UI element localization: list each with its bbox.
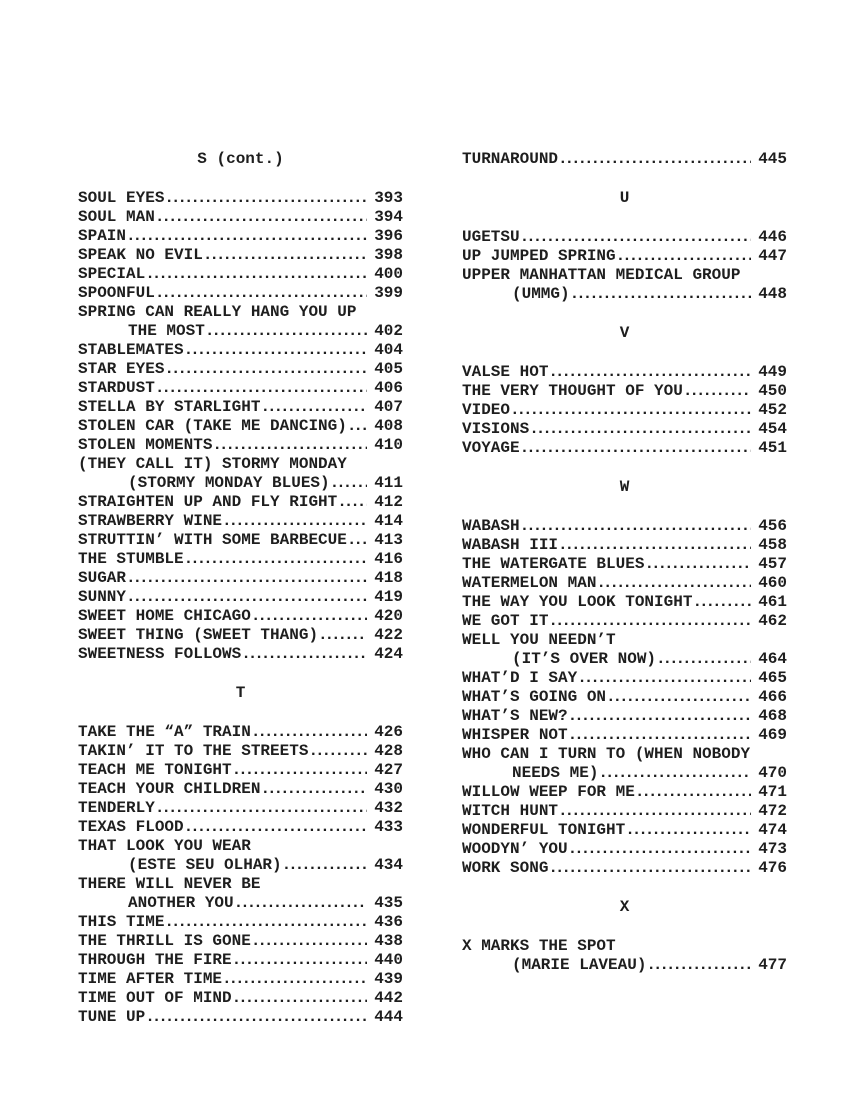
index-entry	[78, 818, 403, 837]
index-entry	[78, 493, 403, 512]
index-entry	[78, 799, 403, 818]
section-header: S (cont.)	[197, 150, 284, 168]
entry-title: THE STUMBLE	[78, 550, 184, 568]
page-number: 470	[758, 764, 787, 782]
page-number: 439	[374, 970, 403, 988]
page-number: 419	[374, 588, 403, 606]
dot-leader	[232, 761, 368, 780]
page-number: 466	[758, 688, 787, 706]
dot-leader	[548, 363, 751, 382]
index-entry	[462, 937, 787, 956]
index-entry	[78, 742, 403, 761]
dot-leader	[145, 265, 367, 284]
entry-title: UPPER MANHATTAN MEDICAL GROUP	[462, 266, 741, 284]
index-entry	[78, 265, 403, 284]
page-number: 458	[758, 536, 787, 554]
dot-leader	[126, 227, 367, 246]
entry-title: WELL YOU NEEDN’T	[462, 631, 616, 649]
dot-leader	[570, 285, 752, 304]
page-number: 445	[758, 150, 787, 168]
dot-leader	[308, 742, 367, 761]
dot-leader	[529, 420, 751, 439]
entry-title: (THEY CALL IT) STORMY MONDAY	[78, 455, 347, 473]
index-section	[462, 898, 787, 975]
entry-title: WHO CAN I TURN TO (WHEN NOBODY	[462, 745, 751, 763]
index-entry	[78, 227, 403, 246]
entry-title: SUNNY	[78, 588, 127, 606]
dot-leader	[330, 474, 368, 493]
entry-title: SOUL MAN	[78, 208, 155, 226]
page-number: 452	[758, 401, 787, 419]
page-number: 430	[374, 780, 403, 798]
entry-title: STAR EYES	[78, 360, 165, 378]
page-number: 396	[374, 227, 403, 245]
dot-leader	[520, 517, 752, 536]
page-number: 460	[758, 574, 787, 592]
index-entry	[462, 745, 787, 764]
dot-leader	[635, 783, 751, 802]
page-number: 451	[758, 439, 787, 457]
page-number: 398	[374, 246, 403, 264]
index-entry	[78, 341, 403, 360]
page-number: 400	[374, 265, 403, 283]
entry-title: STABLEMATES	[78, 341, 184, 359]
page-number: 442	[374, 989, 403, 1007]
entry-title: SPECIAL	[78, 265, 146, 283]
index-entry	[462, 247, 787, 266]
entry-title: THE MOST	[128, 322, 205, 340]
dot-leader	[126, 588, 367, 607]
index-entry	[462, 783, 787, 802]
page-number: 477	[758, 956, 787, 974]
index-entry	[462, 382, 787, 401]
dot-leader	[232, 951, 368, 970]
index-entry	[462, 517, 787, 536]
dot-leader	[145, 1008, 367, 1027]
index-section	[462, 324, 787, 458]
entry-title: THE THRILL IS GONE	[78, 932, 251, 950]
dot-leader	[692, 593, 751, 612]
section-header: V	[619, 324, 630, 342]
entry-title: (ESTE SEU OLHAR)	[128, 856, 282, 874]
entry-title: WATERMELON MAN	[462, 574, 597, 592]
page-number: 411	[374, 474, 403, 492]
entry-title: STRAWBERRY WINE	[78, 512, 223, 530]
entry-title: TIME AFTER TIME	[78, 970, 223, 988]
page-number: 414	[374, 512, 403, 530]
page-number: 434	[374, 856, 403, 874]
entry-title: (STORMY MONDAY BLUES)	[128, 474, 330, 492]
index-entry	[78, 379, 403, 398]
page-number: 447	[758, 247, 787, 265]
index-entry	[78, 875, 403, 894]
dot-leader	[598, 764, 751, 783]
index-entry	[462, 266, 787, 285]
entry-title: STRUTTIN’ WITH SOME BARBECUE	[78, 531, 347, 549]
index-entry	[78, 417, 403, 436]
index-entry	[462, 228, 787, 247]
index-entry	[462, 631, 787, 650]
index-entry	[78, 913, 403, 932]
page-number: 420	[374, 607, 403, 625]
entry-title: WABASH	[462, 517, 520, 535]
index-entry	[78, 761, 403, 780]
dot-leader	[164, 913, 367, 932]
entry-title: SWEETNESS FOLLOWS	[78, 645, 242, 663]
entry-title: WORK SONG	[462, 859, 549, 877]
section-header: U	[619, 189, 630, 207]
dot-leader	[251, 932, 367, 951]
page-number: 416	[374, 550, 403, 568]
dot-leader	[222, 512, 367, 531]
index-entry	[78, 303, 403, 322]
entry-title: WOODYN’ YOU	[462, 840, 568, 858]
page-number: 471	[758, 783, 787, 801]
index-section	[462, 478, 787, 878]
dot-leader	[625, 821, 751, 840]
index-entry	[78, 436, 403, 455]
section-header: T	[235, 684, 246, 702]
index-entry	[78, 246, 403, 265]
page-number: 435	[374, 894, 403, 912]
index-entry	[462, 593, 787, 612]
entry-title: STRAIGHTEN UP AND FLY RIGHT	[78, 493, 338, 511]
entry-title: WONDERFUL TONIGHT	[462, 821, 626, 839]
index-entry	[462, 764, 787, 783]
page-number: 412	[374, 493, 403, 511]
entry-title: SPAIN	[78, 227, 127, 245]
index-entry	[462, 536, 787, 555]
index-entry	[78, 360, 403, 379]
index-entry	[462, 401, 787, 420]
dot-leader	[232, 989, 368, 1008]
index-column-right	[462, 150, 787, 975]
entry-title: UP JUMPED SPRING	[462, 247, 616, 265]
page-number: 410	[374, 436, 403, 454]
page-number: 454	[758, 420, 787, 438]
entry-title: THE WATERGATE BLUES	[462, 555, 645, 573]
entry-title: X MARKS THE SPOT	[462, 937, 616, 955]
index-entry	[78, 607, 403, 626]
dot-leader	[155, 284, 367, 303]
dot-leader	[184, 341, 368, 360]
page-number: 438	[374, 932, 403, 950]
dot-leader	[558, 536, 751, 555]
page-number: 405	[374, 360, 403, 378]
index-entry	[78, 550, 403, 569]
page-number: 422	[374, 626, 403, 644]
index-entry	[78, 951, 403, 970]
index-entry	[462, 707, 787, 726]
entry-title: (UMMG)	[512, 285, 570, 303]
dot-leader	[184, 818, 368, 837]
dot-leader	[596, 574, 751, 593]
index-section	[78, 684, 403, 1027]
entry-title: SOUL EYES	[78, 189, 165, 207]
page-number: 468	[758, 707, 787, 725]
index-entry	[462, 363, 787, 382]
index-entry	[462, 669, 787, 688]
page-number: 448	[758, 285, 787, 303]
index-entry	[78, 474, 403, 493]
page-number: 449	[758, 363, 787, 381]
dot-leader	[510, 401, 751, 420]
index-entry	[462, 840, 787, 859]
dot-leader	[577, 669, 751, 688]
dot-leader	[318, 626, 367, 645]
page-number: 428	[374, 742, 403, 760]
index-entry	[462, 439, 787, 458]
index-entry	[462, 574, 787, 593]
index-entry	[78, 455, 403, 474]
page-number: 436	[374, 913, 403, 931]
index-entry	[462, 956, 787, 975]
entry-title: TEXAS FLOOD	[78, 818, 184, 836]
entry-title: SPOONFUL	[78, 284, 155, 302]
entry-title: VISIONS	[462, 420, 530, 438]
dot-leader	[205, 322, 367, 341]
page-number: 427	[374, 761, 403, 779]
dot-leader	[606, 688, 751, 707]
index-entry	[78, 208, 403, 227]
entry-title: VALSE HOT	[462, 363, 549, 381]
dot-leader	[568, 707, 752, 726]
dot-leader	[656, 650, 751, 669]
dot-leader	[548, 612, 751, 631]
entry-title: THE WAY YOU LOOK TONIGHT	[462, 593, 693, 611]
index-section	[462, 150, 787, 169]
index-column-left	[78, 150, 403, 1027]
page-number: 476	[758, 859, 787, 877]
index-entry	[78, 531, 403, 550]
dot-leader	[558, 802, 751, 821]
entry-title: WHISPER NOT	[462, 726, 568, 744]
entry-title: TIME OUT OF MIND	[78, 989, 232, 1007]
entry-title: TAKIN’ IT TO THE STREETS	[78, 742, 309, 760]
entry-title: TENDERLY	[78, 799, 155, 817]
index-entry	[78, 837, 403, 856]
index-entry	[462, 150, 787, 169]
entry-title: ANOTHER YOU	[128, 894, 234, 912]
entry-title: (MARIE LAVEAU)	[512, 956, 647, 974]
page-number: 413	[374, 531, 403, 549]
index-entry	[462, 821, 787, 840]
page-number: 404	[374, 341, 403, 359]
page-number: 418	[374, 569, 403, 587]
page-number: 407	[374, 398, 403, 416]
index-entry	[462, 859, 787, 878]
entry-title: SPRING CAN REALLY HANG YOU UP	[78, 303, 357, 321]
index-entry	[78, 856, 403, 875]
index-entry	[462, 802, 787, 821]
entry-title: TEACH YOUR CHILDREN	[78, 780, 261, 798]
entry-title: VIDEO	[462, 401, 511, 419]
index-entry	[78, 645, 403, 664]
index-entry	[78, 322, 403, 341]
dot-leader	[260, 398, 367, 417]
entry-title: STARDUST	[78, 379, 155, 397]
page-number: 393	[374, 189, 403, 207]
entry-title: THROUGH THE FIRE	[78, 951, 232, 969]
dot-leader	[164, 189, 367, 208]
dot-leader	[347, 417, 367, 436]
index-entry	[78, 989, 403, 1008]
dot-leader	[520, 228, 752, 247]
page-number: 450	[758, 382, 787, 400]
entry-title: STELLA BY STARLIGHT	[78, 398, 261, 416]
dot-leader	[203, 246, 367, 265]
dot-leader	[251, 607, 367, 626]
entry-title: STOLEN MOMENTS	[78, 436, 213, 454]
dot-leader	[260, 780, 367, 799]
dot-leader	[520, 439, 752, 458]
index-entry	[78, 970, 403, 989]
section-header: X	[619, 898, 630, 916]
page-number: 399	[374, 284, 403, 302]
index-entry	[462, 420, 787, 439]
dot-leader	[616, 247, 752, 266]
index-entry	[462, 688, 787, 707]
page-number: 440	[374, 951, 403, 969]
entry-title: WHAT’S NEW?	[462, 707, 568, 725]
entry-title: THIS TIME	[78, 913, 165, 931]
page-number: 406	[374, 379, 403, 397]
index-entry	[78, 626, 403, 645]
section-header: W	[619, 478, 630, 496]
dot-leader	[155, 379, 367, 398]
entry-title: WABASH III	[462, 536, 559, 554]
page-number: 446	[758, 228, 787, 246]
entry-title: SUGAR	[78, 569, 127, 587]
index-entry	[78, 189, 403, 208]
dot-leader	[558, 150, 751, 169]
page-number: 469	[758, 726, 787, 744]
page-number: 472	[758, 802, 787, 820]
page-number: 433	[374, 818, 403, 836]
entry-title: SWEET THING (SWEET THANG)	[78, 626, 319, 644]
index-entry	[462, 555, 787, 574]
dot-leader	[241, 645, 367, 664]
dot-leader	[212, 436, 367, 455]
entry-title: TEACH ME TONIGHT	[78, 761, 232, 779]
entry-title: TAKE THE “A” TRAIN	[78, 723, 251, 741]
page-number: 408	[374, 417, 403, 435]
entry-title: WITCH HUNT	[462, 802, 559, 820]
entry-title: WILLOW WEEP FOR ME	[462, 783, 635, 801]
dot-leader	[126, 569, 367, 588]
index-entry	[78, 284, 403, 303]
entry-title: WE GOT IT	[462, 612, 549, 630]
dot-leader	[222, 970, 367, 989]
entry-title: SWEET HOME CHICAGO	[78, 607, 251, 625]
index-entry	[78, 1008, 403, 1027]
page-number: 465	[758, 669, 787, 687]
page-number: 464	[758, 650, 787, 668]
page-number: 461	[758, 593, 787, 611]
dot-leader	[548, 859, 751, 878]
entry-title: TUNE UP	[78, 1008, 146, 1026]
index-entry	[78, 569, 403, 588]
page-number: 394	[374, 208, 403, 226]
entry-title: STOLEN CAR (TAKE ME DANCING)	[78, 417, 347, 435]
index-section	[462, 189, 787, 304]
page-number: 456	[758, 517, 787, 535]
entry-title: VOYAGE	[462, 439, 520, 457]
entry-title: NEEDS ME)	[512, 764, 599, 782]
dot-leader	[251, 723, 367, 742]
entry-title: TURNAROUND	[462, 150, 559, 168]
index-entry	[462, 726, 787, 745]
entry-title: (IT’S OVER NOW)	[512, 650, 657, 668]
index-entry	[462, 612, 787, 631]
entry-title: THE VERY THOUGHT OF YOU	[462, 382, 683, 400]
index-entry	[78, 588, 403, 607]
dot-leader	[347, 531, 367, 550]
page-number: 473	[758, 840, 787, 858]
index-entry	[78, 894, 403, 913]
index-section	[78, 150, 403, 664]
entry-title: THERE WILL NEVER BE	[78, 875, 261, 893]
index-entry	[78, 723, 403, 742]
dot-leader	[568, 840, 752, 859]
dot-leader	[234, 894, 368, 913]
dot-leader	[646, 956, 751, 975]
dot-leader	[568, 726, 752, 745]
entry-title: WHAT’S GOING ON	[462, 688, 607, 706]
dot-leader	[337, 493, 367, 512]
index-entry	[78, 512, 403, 531]
dot-leader	[155, 799, 367, 818]
page-number: 444	[374, 1008, 403, 1026]
index-entry	[462, 285, 787, 304]
index-entry	[462, 650, 787, 669]
index-entry	[78, 932, 403, 951]
page-number: 432	[374, 799, 403, 817]
dot-leader	[644, 555, 751, 574]
page-number: 426	[374, 723, 403, 741]
index-entry	[78, 780, 403, 799]
entry-title: SPEAK NO EVIL	[78, 246, 203, 264]
entry-title: UGETSU	[462, 228, 520, 246]
dot-leader	[184, 550, 368, 569]
dot-leader	[683, 382, 751, 401]
page-number: 474	[758, 821, 787, 839]
page-number: 402	[374, 322, 403, 340]
page-number: 457	[758, 555, 787, 573]
dot-leader	[164, 360, 367, 379]
page-number: 424	[374, 645, 403, 663]
dot-leader	[282, 856, 368, 875]
entry-title: WHAT’D I SAY	[462, 669, 578, 687]
page-number: 462	[758, 612, 787, 630]
dot-leader	[155, 208, 367, 227]
entry-title: THAT LOOK YOU WEAR	[78, 837, 251, 855]
index-entry	[78, 398, 403, 417]
